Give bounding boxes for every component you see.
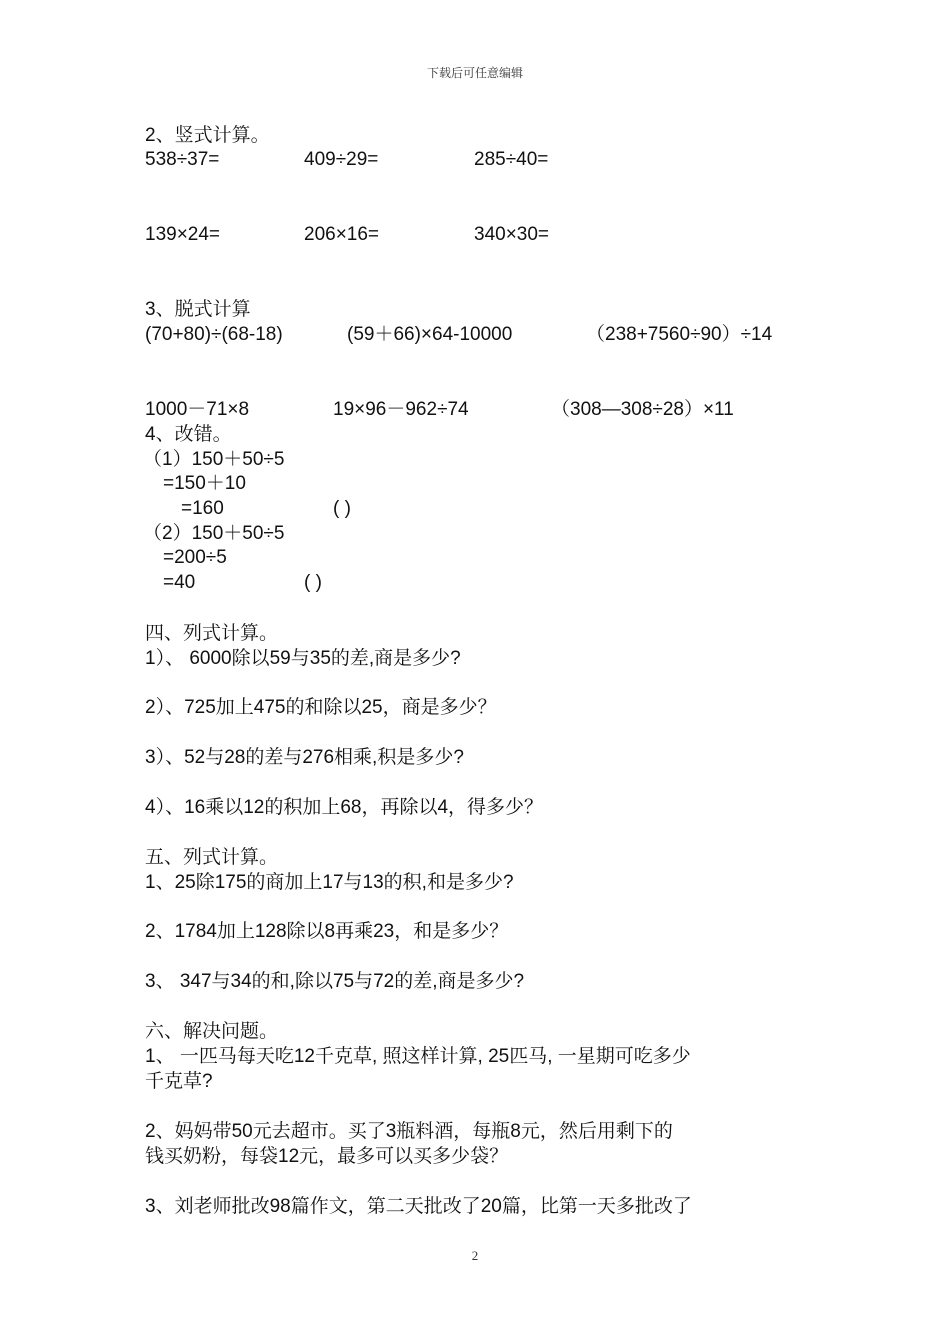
section-four-title: 四、列式计算。 bbox=[145, 623, 279, 644]
correction-line: =40 bbox=[163, 572, 196, 593]
correction-line: =160 bbox=[181, 498, 224, 519]
problem-cell: （238+7560÷90）÷14 bbox=[586, 324, 773, 345]
answer-bracket: ( ) bbox=[304, 572, 322, 593]
question: 1）、 6000除以59与35的差,商是多少? bbox=[145, 648, 461, 669]
section-4-title: 4、改错。 bbox=[145, 424, 232, 445]
problem-cell: (59＋66)×64-10000 bbox=[347, 324, 513, 345]
question: 2）、725加上475的和除以25，商是多少？ bbox=[145, 697, 497, 718]
question: 1、 一匹马每天吃12千克草, 照这样计算, 25匹马, 一星期可吃多少 bbox=[145, 1046, 691, 1067]
correction-line: =150＋10 bbox=[163, 473, 246, 494]
answer-bracket: ( ) bbox=[333, 498, 351, 519]
section-3-title: 3、脱式计算 bbox=[145, 299, 251, 320]
problem-cell: （308—308÷28）×11 bbox=[551, 399, 734, 420]
problem-cell: 285÷40= bbox=[474, 149, 549, 170]
problem-cell: 340×30= bbox=[474, 224, 550, 245]
question-continued: 千克草? bbox=[145, 1071, 213, 1092]
question: 1、25除175的商加上17与13的积,和是多少? bbox=[145, 872, 514, 893]
question: 4）、16乘以12的积加上68，再除以4，得多少？ bbox=[145, 797, 544, 818]
problem-cell: 1000－71×8 bbox=[145, 399, 250, 420]
correction-line: （2）150＋50÷5 bbox=[143, 523, 285, 544]
correction-line: =200÷5 bbox=[163, 547, 227, 568]
question: 2、妈妈带50元去超市。买了3瓶料酒，每瓶8元，然后用剩下的 bbox=[145, 1121, 673, 1142]
page-number: 2 bbox=[471, 1248, 479, 1263]
question: 2、1784加上128除以8再乘23，和是多少？ bbox=[145, 921, 509, 942]
question: 3、 347与34的和,除以75与72的差,商是多少? bbox=[145, 971, 525, 992]
problem-cell: (70+80)÷(68-18) bbox=[145, 324, 283, 345]
problem-cell: 409÷29= bbox=[304, 149, 379, 170]
problem-cell: 19×96－962÷74 bbox=[333, 399, 469, 420]
question: 3）、52与28的差与276相乘,积是多少? bbox=[145, 747, 464, 768]
section-six-title: 六、解决问题。 bbox=[145, 1021, 279, 1042]
page-header: 下载后可任意编辑 bbox=[426, 66, 523, 80]
problem-cell: 206×16= bbox=[304, 224, 380, 245]
section-2-title: 2、竖式计算。 bbox=[145, 125, 270, 146]
question: 3、刘老师批改98篇作文，第二天批改了20篇，比第一天多批改了 bbox=[145, 1196, 692, 1217]
problem-cell: 139×24= bbox=[145, 224, 221, 245]
problem-cell: 538÷37= bbox=[145, 149, 220, 170]
question-continued: 钱买奶粉，每袋12元，最多可以买多少袋？ bbox=[145, 1146, 509, 1167]
section-five-title: 五、列式计算。 bbox=[145, 847, 279, 868]
correction-line: （1）150＋50÷5 bbox=[143, 449, 285, 470]
